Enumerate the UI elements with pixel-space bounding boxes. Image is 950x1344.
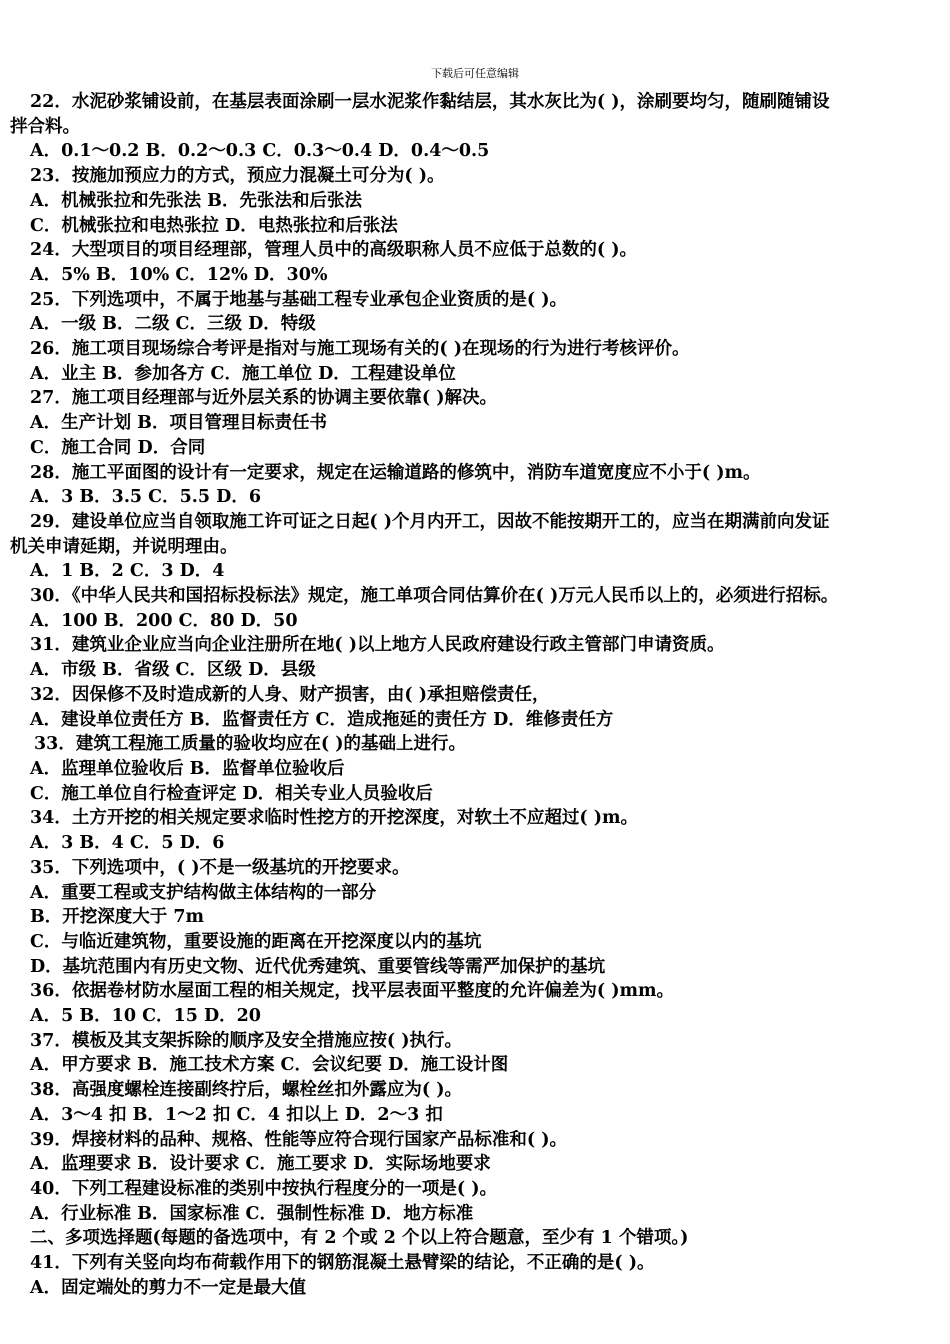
option-line: A．监理单位验收后 B．监督单位验收后 <box>30 758 345 779</box>
question-line: 26．施工项目现场综合考评是指对与施工现场有关的( )在现场的行为进行考核评价。 <box>30 339 690 360</box>
option-line: A．甲方要求 B．施工技术方案 C．会议纪要 D．施工设计图 <box>30 1055 509 1076</box>
option-line: A．业主 B．参加各方 C．施工单位 D．工程建设单位 <box>30 363 456 384</box>
option-line: C．施工合同 D．合同 <box>30 437 206 458</box>
option-line: A．固定端处的剪力不一定是最大值 <box>30 1277 307 1298</box>
option-line: C．施工单位自行检查评定 D．相关专业人员验收后 <box>30 783 433 804</box>
option-line: C．与临近建筑物，重要设施的距离在开挖深度以内的基坑 <box>30 931 482 952</box>
option-line: A．监理要求 B．设计要求 C．施工要求 D．实际场地要求 <box>30 1154 491 1175</box>
option-line: A．5 B．10 C．15 D．20 <box>30 1006 261 1027</box>
option-line: A．3～4 扣 B．1～2 扣 C．4 扣以上 D．2～3 扣 <box>30 1104 443 1125</box>
question-line: 29．建设单位应当自领取施工许可证之日起( )个月内开工，因故不能按期开工的，应当在期满前向发证 <box>30 511 830 532</box>
option-line: A．5% B．10% C．12% D．30% <box>30 264 328 285</box>
page-header: 下载后可任意编辑 <box>431 67 519 80</box>
option-line: C．机械张拉和电热张拉 D．电热张拉和后张法 <box>30 215 398 236</box>
question-line: 38．高强度螺栓连接副终拧后，螺栓丝扣外露应为( )。 <box>30 1080 463 1101</box>
option-line: A．机械张拉和先张法 B．先张法和后张法 <box>30 190 362 211</box>
question-line: 25．下列选项中，不属于地基与基础工程专业承包企业资质的是( )。 <box>30 289 568 310</box>
option-line: A．一级 B．二级 C．三级 D．特级 <box>30 314 316 335</box>
question-line: 24．大型项目的项目经理部，管理人员中的高级职称人员不应低于总数的( )。 <box>30 240 638 261</box>
question-line: 22．水泥砂浆铺设前，在基层表面涂刷一层水泥浆作黏结层，其水灰比为( )，涂刷要均匀，随刷随铺设 <box>30 92 830 112</box>
option-line: A．3 B．4 C．5 D．6 <box>30 833 225 854</box>
option-line: A．建设单位责任方 B．监督责任方 C．造成拖延的责任方 D．维修责任方 <box>30 709 614 730</box>
question-line: 39．焊接材料的品种、规格、性能等应符合现行国家产品标准和( )。 <box>30 1129 568 1150</box>
question-line: 36．依据卷材防水屋面工程的相关规定，找平层表面平整度的允许偏差为( )mm。 <box>30 981 675 1002</box>
section-heading: 二、多项选择题(每题的备选项中，有 2 个或 2 个以上符合题意，至少有 1 个错项。) <box>30 1228 689 1249</box>
exam-content <box>10 90 920 1300</box>
option-line: A．重要工程或支护结构做主体结构的一部分 <box>30 882 377 903</box>
question-line: 35．下列选项中，( )不是一级基坑的开挖要求。 <box>30 857 410 878</box>
question-line: 31．建筑业企业应当向企业注册所在地( )以上地方人民政府建设行政主管部门申请资质。 <box>30 635 725 656</box>
option-line: A．100 B．200 C．80 D．50 <box>30 610 298 631</box>
question-line: 33．建筑工程施工质量的验收均应在( )的基础上进行。 <box>34 734 467 755</box>
option-line: A．3 B．3.5 C．5.5 D．6 <box>30 487 261 508</box>
question-line: 23．按施加预应力的方式，预应力混凝土可分为( )。 <box>30 166 445 187</box>
question-line: 40．下列工程建设标准的类别中按执行程度分的一项是( )。 <box>30 1178 498 1199</box>
question-line: 28．施工平面图的设计有一定要求，规定在运输道路的修筑中，消防车道宽度应不小于( )m。 <box>30 462 761 483</box>
question-line: 34．土方开挖的相关规定要求临时性挖方的开挖深度，对软土不应超过( )m。 <box>30 808 639 829</box>
question-line: 27．施工项目经理部与近外层关系的协调主要依靠( )解决。 <box>30 388 498 409</box>
question-line: 32．因保修不及时造成新的人身、财产损害，由( )承担赔偿责任， <box>30 684 550 705</box>
option-line: B．开挖深度大于 7m <box>30 907 205 928</box>
option-line: A．生产计划 B．项目管理目标责任书 <box>30 413 327 434</box>
option-line: A．1 B．2 C．3 D．4 <box>30 561 225 582</box>
question-continuation: 机关申请延期，并说明理由。 <box>10 536 238 557</box>
option-line: D．基坑范围内有历史文物、近代优秀建筑、重要管线等需严加保护的基坑 <box>30 956 606 977</box>
option-line: A．行业标准 B．国家标准 C．强制性标准 D．地方标准 <box>30 1203 474 1224</box>
option-line: A．0.1～0.2 B．0.2～0.3 C．0.3～0.4 D．0.4～0.5 <box>30 141 490 162</box>
option-line: A．市级 B．省级 C．区级 D．县级 <box>30 660 316 681</box>
question-continuation: 拌合料。 <box>10 116 80 137</box>
question-line: 41．下列有关竖向均布荷载作用下的钢筋混凝土悬臂梁的结论，不正确的是( )。 <box>30 1253 655 1274</box>
question-line: 37．模板及其支架拆除的顺序及安全措施应按( )执行。 <box>30 1030 463 1051</box>
question-line: 30．《中华人民共和国招标投标法》规定，施工单项合同估算价在( )万元人民币以上的，必须进行招标。 <box>30 586 839 607</box>
